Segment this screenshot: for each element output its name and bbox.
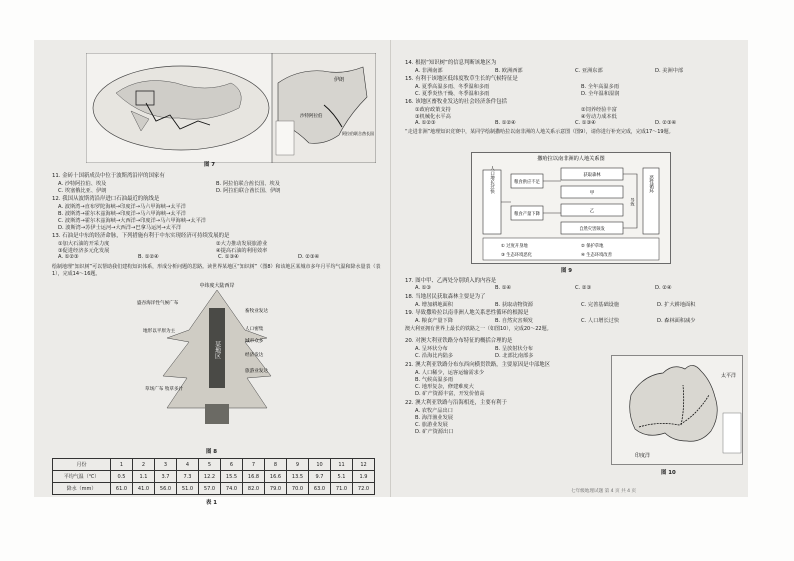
table-cell: 4 (177, 459, 199, 471)
question-20: 20. 对澳大利亚铁路分布特征的概括合理的是 (405, 338, 513, 344)
table-cell: 7 (243, 459, 265, 471)
q15-option-b[interactable]: B. 全年高温多雨 (581, 84, 619, 90)
table-cell: 70.0 (287, 483, 309, 495)
table-cell: 41.0 (133, 483, 155, 495)
q14-option-c[interactable]: C. 亚洲东部 (575, 68, 603, 74)
q22-option-b[interactable]: B. 海洋渔业发展 (415, 415, 453, 421)
table-cell: 12 (353, 459, 375, 471)
q14-option-a[interactable]: A. 非洲南部 (415, 68, 443, 74)
svg-text:旅游业发达: 旅游业发达 (245, 369, 268, 374)
q22-option-a[interactable]: A. 农牧产品出口 (415, 408, 453, 414)
q20-option-d[interactable]: D. 北部比南部多 (495, 353, 534, 359)
svg-text:城市众多: 城市众多 (245, 339, 264, 344)
table-cell: 71.0 (331, 483, 353, 495)
table-cell: 61.0 (111, 483, 133, 495)
q13-item-1: ①加大石油的开采力度 (58, 241, 110, 247)
fig9-flow-diagram (471, 152, 671, 264)
q16-item-3: ③机械化水平高 (415, 114, 451, 120)
q20-option-c[interactable]: C. 沿海比内陆多 (415, 353, 454, 359)
q21-option-d[interactable]: D. 矿产资源丰富，开发价值高 (415, 391, 485, 397)
svg-text:③ 生态环境恶化: ③ 生态环境恶化 (501, 253, 532, 258)
fig9-title: 撒哈拉以南非洲的人地关系图 (537, 156, 605, 162)
fig7-legend (276, 121, 294, 155)
svg-text:太平洋: 太平洋 (721, 373, 737, 379)
table-cell: 7.3 (177, 471, 199, 483)
svg-text:乙: 乙 (589, 209, 595, 214)
table-cell: 12.2 (199, 471, 221, 483)
q22-option-c[interactable]: C. 旅游业发展 (415, 422, 448, 428)
tree-title: 中纬度大陆西岸 (199, 283, 235, 289)
question-12: 12. 我国从波斯湾沿岸进口石油最近的航线是 (52, 196, 160, 202)
svg-text:恶性循环: 恶性循环 (648, 174, 654, 194)
fig8-caption: 图 8 (206, 449, 218, 455)
left-page (34, 40, 391, 506)
q12-option-a[interactable]: A. 波斯湾→直布罗陀海峡→印度洋→马六甲海峡→太平洋 (58, 204, 186, 210)
fig10-legend (723, 413, 741, 453)
q18-option-b[interactable]: B. 获取动物资源 (495, 302, 533, 308)
q12-option-c[interactable]: C. 波斯湾→霍尔木兹海峡→大西洋→印度洋→马六甲海峡→太平洋 (58, 218, 206, 224)
q21-option-c[interactable]: C. 地形复杂，修建难度大 (415, 384, 474, 390)
q17-option-b[interactable]: B. ①④ (495, 285, 512, 291)
svg-text:甲: 甲 (589, 191, 595, 196)
table-row-months (53, 459, 375, 471)
svg-text:伊朗: 伊朗 (334, 77, 345, 83)
svg-text:② 保护草地: ② 保护草地 (581, 244, 604, 249)
svg-text:印度洋: 印度洋 (635, 453, 651, 459)
q14-option-d[interactable]: D. 美洲中部 (655, 68, 684, 74)
table-cell: 0.5 (111, 471, 133, 483)
svg-text:草场广布 牧草多汁: 草场广布 牧草多汁 (145, 387, 184, 392)
table-cell: 9.7 (309, 471, 331, 483)
q16-item-2: ②饲养经验丰富 (581, 107, 617, 113)
q21-option-a[interactable]: A. 人口稀少，运客运输需求少 (415, 370, 485, 376)
svg-text:粮食产量下降: 粮食产量下降 (514, 212, 540, 217)
svg-text:① 过度开垦地: ① 过度开垦地 (501, 244, 528, 249)
q15-option-d[interactable]: D. 全年温和湿润 (581, 91, 620, 97)
table-row-precipitation (53, 483, 375, 495)
intro-20-22: 澳大利亚拥有世界上最长的铁路之一（如图10），完成20～22题。 (405, 326, 552, 332)
q20-option-a[interactable]: A. 呈环状分布 (415, 346, 448, 352)
table-cell: 74.0 (221, 483, 243, 495)
question-22: 22. 澳大利亚铁路与沿海相连，主要有利于 (405, 400, 507, 406)
q18-option-c[interactable]: C. 完善基础设施 (581, 302, 620, 308)
fig10-australia-map (611, 355, 743, 465)
fig7-map (86, 53, 376, 163)
q16-choice-a[interactable]: A. ①②③ (415, 120, 436, 126)
q19-option-d[interactable]: D. 森林面积减少 (657, 318, 696, 324)
table-cell: 9 (287, 459, 309, 471)
table-cell: 1 (111, 459, 133, 471)
table-cell: 15.5 (221, 471, 243, 483)
table-row-temperature (53, 471, 375, 483)
fig10-caption: 图 10 (661, 470, 676, 476)
row-label: 降水（mm） (53, 483, 111, 495)
question-19: 19. 导致撒哈拉以南非洲人地关系恶性循环的根源是 (405, 310, 529, 316)
question-11: 11. 金砖十国新成员中位于波斯湾沿岸的国家有 (52, 173, 165, 179)
q16-choice-b[interactable]: B. ①②④ (495, 120, 516, 126)
table-cell: 1.9 (353, 471, 375, 483)
q13-choice-d[interactable]: D. ②③④ (298, 254, 320, 260)
table-cell: 3.7 (155, 471, 177, 483)
svg-text:畜牧业发达: 畜牧业发达 (245, 309, 268, 314)
fig7-caption: 图 7 (204, 162, 216, 168)
table-cell: 51.0 (177, 483, 199, 495)
table-cell: 16.6 (265, 471, 287, 483)
question-18: 18. 当地居民获取森林主要是为了 (405, 294, 486, 300)
table-cell: 11 (331, 459, 353, 471)
q11-option-b[interactable]: B. 阿拉伯联合酋长国、埃及 (216, 181, 280, 187)
q11-option-c[interactable]: C. 埃塞俄比亚、伊朗 (58, 188, 107, 194)
question-17: 17. 图中甲、乙两处分别填入的内容是 (405, 278, 497, 284)
q17-option-d[interactable]: D. ②④ (655, 285, 672, 291)
row-label: 月份 (53, 459, 111, 471)
table-cell: 13.5 (287, 471, 309, 483)
svg-text:沙特阿拉伯: 沙特阿拉伯 (300, 114, 323, 119)
q22-option-d[interactable]: D. 矿产资源出口 (415, 429, 454, 435)
fig9-caption: 图 9 (561, 268, 573, 274)
question-16: 16. 该地区畜牧业发达的社会经济条件包括 (405, 99, 507, 105)
svg-text:获取森林: 获取森林 (583, 173, 601, 178)
table-cell: 2 (133, 459, 155, 471)
q18-option-a[interactable]: A. 增加耕地面积 (415, 302, 453, 308)
svg-text:经济发达: 经济发达 (245, 353, 264, 358)
table-cell: 8 (265, 459, 287, 471)
table-cell: 56.0 (155, 483, 177, 495)
question-14: 14. 根据“知识树”的信息判断该地区为 (405, 60, 497, 66)
question-21: 21. 澳大利亚铁路分布东西向横贯铁路，主要原因是中部地区 (405, 362, 551, 368)
q13-choice-a[interactable]: A. ①②③ (58, 254, 79, 260)
table-cell: 16.8 (243, 471, 265, 483)
svg-text:导致: 导致 (630, 197, 636, 207)
table-cell: 72.0 (353, 483, 375, 495)
intro-17-19: “走进非洲”地理知识竞赛中，某同学绘制撒哈拉以南非洲的人地关系示意图（图9），请你进行补充完成，完成17～19题。 (405, 129, 674, 135)
q20-option-b[interactable]: B. 呈放射状分布 (495, 346, 533, 352)
q16-choice-d[interactable]: D. ②③④ (655, 120, 677, 126)
table-cell: 5 (199, 459, 221, 471)
q21-option-b[interactable]: B. 气候高温多雨 (415, 377, 453, 383)
svg-text:盛吞海洋性气候广布: 盛吞海洋性气候广布 (137, 301, 179, 306)
q11-option-d[interactable]: D. 阿拉伯联合酋长国、伊朗 (216, 188, 281, 194)
question-13: 13. 石油是中东的经济命脉，下列措施有利于中东实现经济可持续发展的是 (52, 233, 230, 239)
page-footer: 七年级地理试题 第 4 页 共 4 页 (571, 489, 637, 494)
fig8-knowledge-tree (129, 280, 304, 445)
table-cell: 82.0 (243, 483, 265, 495)
row-label: 平均气温（℃） (53, 471, 111, 483)
question-15: 15. 有利于该地区低纬度牧草生长的气候特征是 (405, 76, 518, 82)
svg-text:人口增长过快: 人口增长过快 (489, 166, 495, 194)
table1-caption: 表 1 (206, 500, 218, 506)
q17-option-c[interactable]: C. ②③ (575, 285, 592, 291)
climate-table (52, 458, 375, 495)
svg-text:人口密集: 人口密集 (245, 327, 264, 332)
svg-text:粮食供应不足: 粮食供应不足 (514, 180, 540, 185)
table-cell: 6 (221, 459, 243, 471)
q12-option-b[interactable]: B. 波斯湾→霍尔木兹海峡→印度洋→马六甲海峡→太平洋 (58, 211, 186, 217)
table-cell: 3 (155, 459, 177, 471)
svg-text:阿拉伯联合酋长国: 阿拉伯联合酋长国 (342, 131, 374, 136)
intro-14-16: 绘制地理“知识树”可以帮助我们建构知识体系，形成分析问题的思路。读世界某地区“知识树”（图8）和该地区某城市多年月平均气温和降水量表（表1），完成14～16题。 (52, 264, 381, 277)
table-cell: 5.1 (331, 471, 353, 483)
q19-option-a[interactable]: A. 粮食产量下降 (415, 318, 453, 324)
svg-text:地形以平原为主: 地形以平原为主 (143, 329, 176, 334)
q16-choice-c[interactable]: C. ①③④ (575, 120, 596, 126)
table-cell: 63.0 (309, 483, 331, 495)
table-cell: 79.0 (265, 483, 287, 495)
q13-choice-b[interactable]: B. ①②④ (138, 254, 159, 260)
svg-text:某地区: 某地区 (213, 341, 221, 359)
q15-option-a[interactable]: A. 夏季高温多雨、冬季温和多雨 (415, 84, 490, 90)
svg-text:④ 生态环境改善: ④ 生态环境改善 (581, 253, 612, 258)
q19-option-c[interactable]: C. 人口增长过快 (581, 318, 620, 324)
svg-text:自然灾害频发: 自然灾害频发 (579, 227, 605, 232)
q11-option-a[interactable]: A. 沙特阿拉伯、埃及 (58, 181, 107, 187)
table-cell: 1.1 (133, 471, 155, 483)
exam-sheet (34, 40, 748, 506)
right-page (391, 40, 748, 497)
q14-option-b[interactable]: B. 欧洲西部 (495, 68, 523, 74)
q13-item-3: ③促进经济多元化发展 (58, 248, 110, 254)
q13-item-2: ②大力推动发展旅游业 (216, 241, 268, 247)
table-cell: 10 (309, 459, 331, 471)
table-cell: 57.0 (199, 483, 221, 495)
q19-option-b[interactable]: B. 自然灾害频发 (495, 318, 533, 324)
q16-item-4: ④劳动力成本低 (581, 114, 617, 120)
q13-choice-c[interactable]: C. ①③④ (218, 254, 239, 260)
q13-item-4: ④提高石油的利用效率 (216, 248, 268, 254)
q17-option-a[interactable]: A. ①③ (415, 285, 432, 291)
q12-option-d[interactable]: D. 波斯湾→苏伊士运河→大西洋→巴拿马运河→太平洋 (58, 225, 182, 231)
q18-option-d[interactable]: D. 扩大耕地面积 (657, 302, 696, 308)
q16-item-1: ①政府政策支持 (415, 107, 451, 113)
q15-option-c[interactable]: C. 夏季炎热干燥、冬季温和多雨 (415, 91, 490, 97)
